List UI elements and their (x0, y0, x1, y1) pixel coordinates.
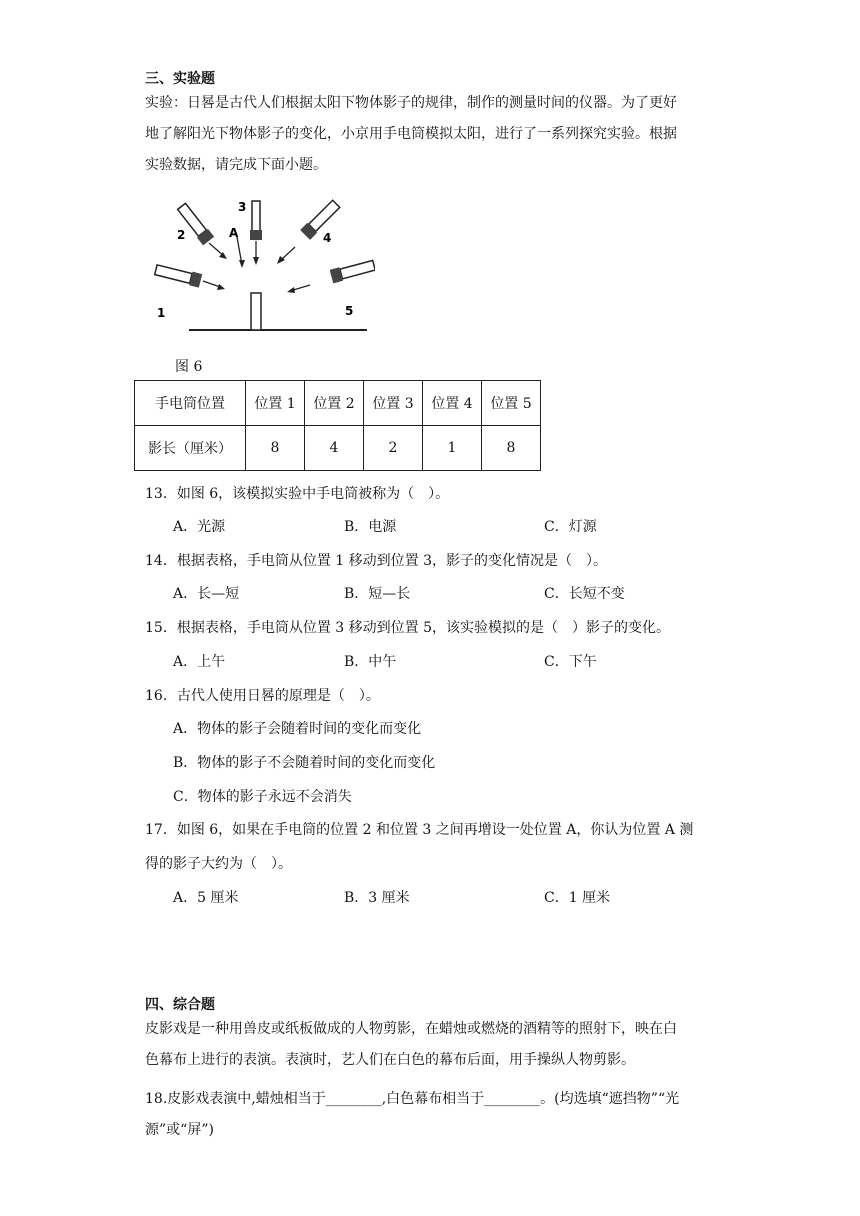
table-header-cell: 手电筒位置 (135, 381, 246, 426)
table-cell: 位置 2 (305, 381, 364, 426)
flashlight-3 (250, 201, 262, 240)
table-cell: 8 (246, 426, 305, 471)
table-cell: 位置 5 (482, 381, 541, 426)
shadow-length-table (134, 380, 541, 471)
table-cell: 位置 1 (246, 381, 305, 426)
section-3-title: 三、实验题 (145, 71, 215, 87)
question-14: 14．根据表格，手电筒从位置 1 移动到位置 3，影子的变化情况是（ ）。 (145, 553, 607, 569)
figure-caption: 图 6 (175, 359, 203, 375)
table-cell: 位置 4 (423, 381, 482, 426)
table-cell: 4 (305, 426, 364, 471)
intro-line: 实验：日晷是古代人们根据太阳下物体影子的规律，制作的测量时间的仪器。为了更好 (145, 95, 677, 111)
label-3: 3 (238, 200, 247, 214)
label-5: 5 (345, 304, 354, 318)
option-b[interactable]: B．3 厘米 (344, 890, 410, 906)
option-a[interactable]: A．光源 (173, 519, 226, 535)
option-a[interactable]: A．长—短 (173, 586, 240, 602)
flashlight-1 (154, 263, 202, 288)
option-b[interactable]: B．电源 (344, 519, 397, 535)
table-cell: 位置 3 (364, 381, 423, 426)
option-c[interactable]: C．物体的影子永远不会消失 (173, 789, 352, 805)
option-b[interactable]: B．短—长 (344, 586, 411, 602)
label-1: 1 (157, 306, 166, 320)
table-cell: 8 (482, 426, 541, 471)
question-18-cont: 源”或“屏”) (145, 1122, 214, 1138)
option-c[interactable]: C．下午 (544, 654, 597, 670)
table-row (135, 426, 541, 471)
question-16: 16．古代人使用日晷的原理是（ ）。 (145, 688, 380, 704)
option-a[interactable]: A．5 厘米 (173, 890, 239, 906)
intro-line: 地了解阳光下物体影子的变化，小京用手电筒模拟太阳，进行了一系列探究实验。根据 (145, 126, 677, 142)
question-18: 18.皮影戏表演中,蜡烛相当于________,白色幕布相当于________。(均选填“遮挡物”“光 (145, 1091, 680, 1107)
question-15: 15．根据表格，手电筒从位置 3 移动到位置 5，该实验模拟的是（ ）影子的变化。 (145, 620, 670, 636)
section-4-title: 四、综合题 (145, 997, 215, 1013)
pole (251, 293, 261, 330)
intro-line: 色幕布上进行的表演。表演时，艺人们在白色的幕布后面，用手操纵人物剪影。 (145, 1052, 635, 1068)
label-2: 2 (177, 228, 186, 242)
question-17: 17．如图 6，如果在手电筒的位置 2 和位置 3 之间再增设一处位置 A，你认为位置 A 测 (145, 822, 694, 838)
option-a[interactable]: A．上午 (173, 654, 226, 670)
flashlight-4 (300, 199, 341, 240)
option-c[interactable]: C．1 厘米 (544, 890, 611, 906)
table-row (135, 381, 541, 426)
option-b[interactable]: B．中午 (344, 654, 397, 670)
option-a[interactable]: A．物体的影子会随着时间的变化而变化 (173, 721, 422, 737)
question-17-cont: 得的影子大约为（ ）。 (145, 856, 292, 872)
option-b[interactable]: B．物体的影子不会随着时间的变化而变化 (173, 755, 436, 771)
intro-line: 皮影戏是一种用兽皮或纸板做成的人物剪影，在蜡烛或燃烧的酒精等的照射下，映在白 (145, 1021, 677, 1037)
flashlight-diagram (145, 195, 375, 345)
flashlight-5 (330, 258, 375, 283)
section-3-intro (145, 88, 720, 181)
intro-line: 实验数据，请完成下面小题。 (145, 157, 327, 173)
option-c[interactable]: C．长短不变 (544, 586, 625, 602)
section-4-intro (145, 1014, 720, 1076)
table-cell: 1 (423, 426, 482, 471)
question-13: 13．如图 6，该模拟实验中手电筒被称为（ ）。 (145, 486, 450, 502)
table-cell: 2 (364, 426, 423, 471)
option-c[interactable]: C．灯源 (544, 519, 597, 535)
label-4: 4 (323, 231, 332, 245)
label-a: A (229, 226, 239, 240)
table-header-cell: 影长（厘米） (135, 426, 246, 471)
